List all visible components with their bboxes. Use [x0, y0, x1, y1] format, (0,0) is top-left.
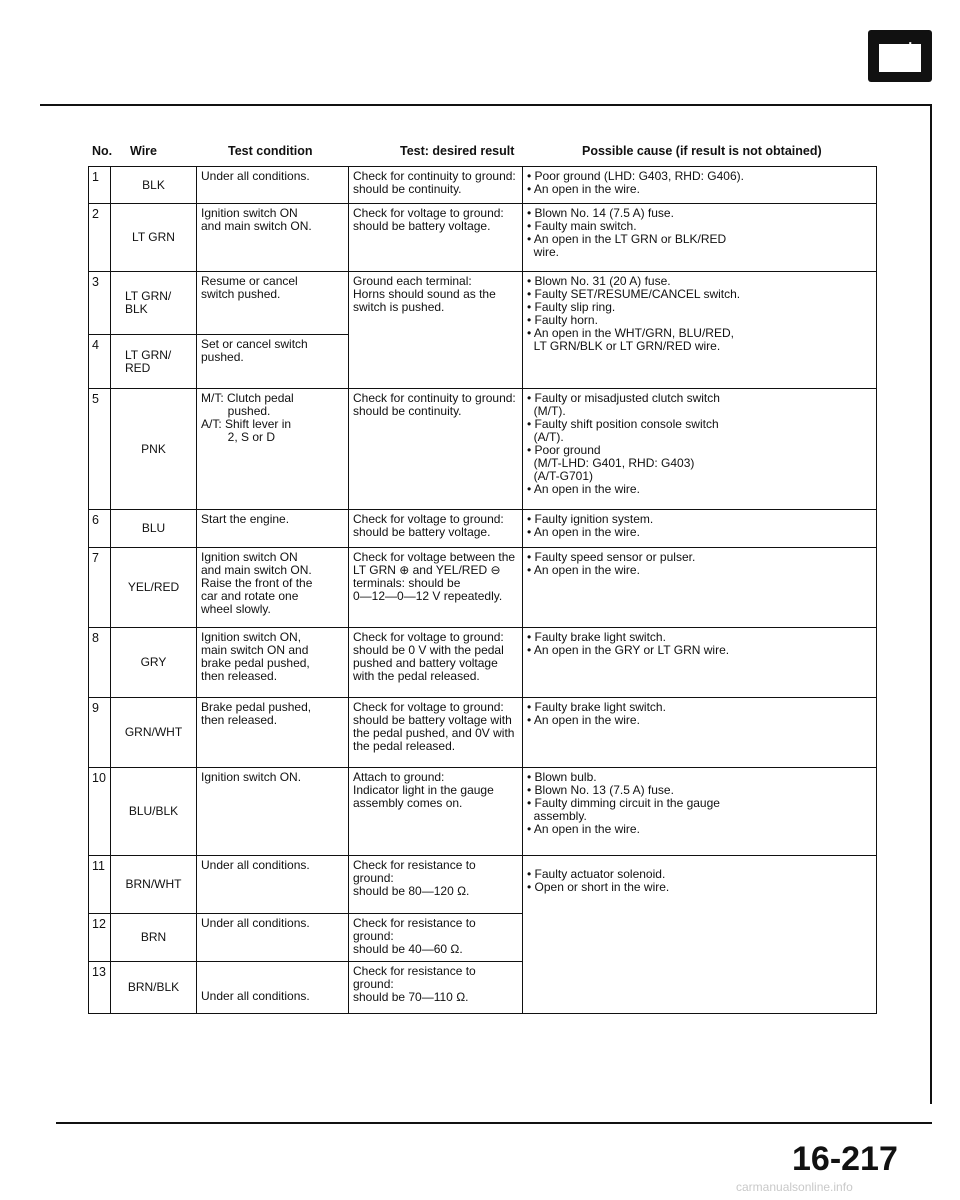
rows.12.result-line: ground: [353, 977, 394, 991]
wire-color: BLU [111, 510, 197, 548]
rows.4.cause-line: • Faulty shift position console switch [527, 417, 719, 431]
rows.5.result-line: Check for voltage to ground: [353, 512, 504, 526]
rows.1.condition-line: and main switch ON. [201, 219, 312, 233]
rows.9.result-line: Indicator light in the gauge [353, 783, 494, 797]
rows.7.result-line: should be 0 V with the pedal [353, 643, 504, 657]
header-no: No. [92, 144, 113, 158]
possible-cause [523, 628, 877, 698]
desired-result [349, 167, 523, 204]
test-condition [197, 962, 349, 1014]
rows.4.cause-line: • An open in the wire. [527, 482, 640, 496]
right-rule [930, 104, 932, 1104]
rows.10.cause-line: • Open or short in the wire. [527, 880, 670, 894]
rows.0.condition-line: Under all conditions. [201, 169, 310, 183]
rows.7.condition-line: Ignition switch ON, [201, 630, 302, 644]
desired-result [349, 962, 523, 1014]
header-test-condition: Test condition [228, 144, 313, 158]
minus-sign: − [881, 37, 892, 57]
top-rule [40, 104, 932, 106]
rows.1.result-line: should be battery voltage. [353, 219, 491, 233]
desired-result [349, 628, 523, 698]
row-number: 6 [89, 510, 111, 548]
rows.7.result-line: with the pedal released. [353, 669, 480, 683]
possible-cause [523, 272, 877, 389]
rows.5.result-line: should be battery voltage. [353, 525, 491, 539]
rows.9.cause-line: • An open in the wire. [527, 822, 640, 836]
possible-cause [523, 204, 877, 272]
test-condition [197, 698, 349, 768]
rows.1.cause-line: • An open in the LT GRN or BLK/RED [527, 232, 727, 246]
desired-result [349, 204, 523, 272]
rows.6.condition-line: wheel slowly. [201, 602, 271, 616]
possible-cause [523, 167, 877, 204]
rows.10.condition-line: Under all conditions. [201, 858, 310, 872]
rows.11.condition-line: Under all conditions. [201, 916, 310, 930]
rows.2.result-line: switch is pushed. [353, 300, 445, 314]
possible-cause [523, 548, 877, 628]
row-number: 7 [89, 548, 111, 628]
wire-color: GRY [111, 628, 197, 698]
rows.9.cause-line: • Faulty dimming circuit in the gauge [527, 796, 720, 810]
wire-color: PNK [111, 389, 197, 510]
row-number: 11 [89, 856, 111, 914]
rows.8.result-line: the pedal released. [353, 739, 456, 753]
rows.11.result-line: Check for resistance to [353, 916, 476, 930]
rows.7.condition-line: main switch ON and [201, 643, 309, 657]
rows.12.condition-line: Under all conditions. [201, 988, 310, 1003]
table-row [89, 389, 877, 510]
rows.6.result-line: terminals: should be [353, 576, 461, 590]
test-condition [197, 335, 349, 389]
rows.6.result-line: LT GRN ⊕ and YEL/RED ⊖ [353, 563, 501, 577]
rows.1.cause-line: • Blown No. 14 (7.5 A) fuse. [527, 206, 674, 220]
row-number: 12 [89, 914, 111, 962]
desired-result [349, 914, 523, 962]
rows.2.condition-line: Resume or cancel [201, 274, 298, 288]
rows.4.condition-line: 2, S or D [201, 430, 276, 444]
rows.7.cause-line: • An open in the GRY or LT GRN wire. [527, 643, 730, 657]
rows.6.cause-line: • Faulty speed sensor or pulser. [527, 550, 696, 564]
header-possible-cause: Possible cause (if result is not obtained) [582, 144, 822, 158]
possible-cause [523, 389, 877, 510]
rows.4.cause-line: (M/T). [527, 404, 566, 418]
rows.10.result-line: ground: [353, 871, 394, 885]
test-condition [197, 914, 349, 962]
rows.9.result-line: Attach to ground: [353, 770, 445, 784]
rows.10.result-line: Check for resistance to [353, 858, 476, 872]
rows.8.result-line: should be battery voltage with [353, 713, 512, 727]
table-row [89, 167, 877, 204]
wire-color: YEL/RED [111, 548, 197, 628]
rows.4.cause-line: (M/T-LHD: G401, RHD: G403) [527, 456, 695, 470]
rows.9.cause-line: • Blown bulb. [527, 770, 597, 784]
rows.8.result-line: the pedal pushed, and 0V with [353, 726, 515, 740]
rows.1.condition-line: Ignition switch ON [201, 206, 298, 220]
rows.7.condition-line: brake pedal pushed, [201, 656, 310, 670]
table-row [89, 768, 877, 856]
wire-color: GRN/WHT [111, 698, 197, 768]
rows.2.cause-line: • Faulty horn. [527, 313, 598, 327]
wire-color: BRN [111, 914, 197, 962]
table-row [89, 698, 877, 768]
rows.0.cause-line: • Poor ground (LHD: G403, RHD: G406). [527, 169, 744, 183]
rows.8.cause-line: • Faulty brake light switch. [527, 700, 666, 714]
rows.12.result-line: Check for resistance to [353, 964, 476, 978]
rows.2.result-line: Ground each terminal: [353, 274, 472, 288]
rows.6.condition-line: Raise the front of the [201, 576, 313, 590]
header-wire: Wire [130, 144, 157, 158]
rows.7.result-line: pushed and battery voltage [353, 656, 498, 670]
row-number: 10 [89, 768, 111, 856]
wire-color: BLK [111, 167, 197, 204]
test-condition [197, 856, 349, 914]
rows.4.cause-line: • Poor ground [527, 443, 601, 457]
rows.9.cause-line: assembly. [527, 809, 587, 823]
rows.7.cause-line: • Faulty brake light switch. [527, 630, 666, 644]
rows.4.condition-line: pushed. [201, 404, 271, 418]
test-condition [197, 768, 349, 856]
row-number: 5 [89, 389, 111, 510]
wire-color: BRN/BLK [111, 962, 197, 1014]
rows.2.result-line: Horns should sound as the [353, 287, 496, 301]
rows.6.condition-line: car and rotate one [201, 589, 299, 603]
rows.10.cause-line: • Faulty actuator solenoid. [527, 867, 666, 881]
page-number: 16-217 [792, 1140, 898, 1178]
table-row [89, 204, 877, 272]
rows.4.result-line: Check for continuity to ground: [353, 391, 516, 405]
wire-color: LT GRN [111, 204, 197, 272]
table-body [89, 167, 877, 1014]
row-number: 1 [89, 167, 111, 204]
rows.2.cause-line: • Faulty slip ring. [527, 300, 616, 314]
wire-test-table [88, 166, 877, 1014]
rows.0.result-line: should be continuity. [353, 182, 462, 196]
bottom-rule [56, 1122, 932, 1124]
wire-color: LT GRN/ RED [111, 335, 197, 389]
rows.5.cause-line: • Faulty ignition system. [527, 512, 654, 526]
rows.6.result-line: Check for voltage between the [353, 550, 516, 564]
row-number: 9 [89, 698, 111, 768]
rows.7.result-line: Check for voltage to ground: [353, 630, 504, 644]
test-condition [197, 167, 349, 204]
table-row [89, 628, 877, 698]
desired-result [349, 698, 523, 768]
table-row [89, 856, 877, 914]
rows.2.cause-line: LT GRN/BLK or LT GRN/RED wire. [527, 339, 721, 353]
rows.1.cause-line: wire. [527, 245, 560, 259]
rows.2.cause-line: • Faulty SET/RESUME/CANCEL switch. [527, 287, 741, 301]
rows.8.result-line: Check for voltage to ground: [353, 700, 504, 714]
rows.3.condition-line: Set or cancel switch [201, 337, 308, 351]
desired-result [349, 856, 523, 914]
table-row [89, 510, 877, 548]
wire-color: BRN/WHT [111, 856, 197, 914]
table-row [89, 548, 877, 628]
rows.1.result-line: Check for voltage to ground: [353, 206, 504, 220]
rows.5.condition-line: Start the engine. [201, 512, 290, 526]
rows.2.condition-line: switch pushed. [201, 287, 281, 301]
rows.4.result-line: should be continuity. [353, 404, 462, 418]
rows.7.condition-line: then released. [201, 669, 278, 683]
possible-cause [523, 768, 877, 856]
rows.1.cause-line: • Faulty main switch. [527, 219, 637, 233]
battery-icon [868, 30, 932, 82]
rows.9.cause-line: • Blown No. 13 (7.5 A) fuse. [527, 783, 674, 797]
rows.6.condition-line: and main switch ON. [201, 563, 312, 577]
test-condition [197, 548, 349, 628]
footer-url: carmanualsonline.info [736, 1180, 853, 1194]
test-condition [197, 510, 349, 548]
desired-result [349, 389, 523, 510]
rows.9.result-line: assembly comes on. [353, 796, 463, 810]
desired-result [349, 768, 523, 856]
desired-result [349, 510, 523, 548]
rows.8.condition-line: Brake pedal pushed, [201, 700, 312, 714]
rows.8.condition-line: then released. [201, 713, 278, 727]
rows.6.result-line: 0—12—0—12 V repeatedly. [353, 589, 503, 603]
rows.12.result-line: should be 70—110 Ω. [353, 990, 469, 1004]
wire-color: LT GRN/ BLK [111, 272, 197, 335]
possible-cause [523, 698, 877, 768]
rows.8.cause-line: • An open in the wire. [527, 713, 640, 727]
wire-color: BLU/BLK [111, 768, 197, 856]
rows.0.result-line: Check for continuity to ground: [353, 169, 516, 183]
plus-sign: + [905, 37, 916, 57]
test-condition [197, 389, 349, 510]
rows.6.cause-line: • An open in the wire. [527, 563, 640, 577]
test-condition [197, 204, 349, 272]
rows.4.condition-line: A/T: Shift lever in [201, 417, 292, 431]
rows.4.cause-line: (A/T). [527, 430, 564, 444]
rows.10.result-line: should be 80—120 Ω. [353, 884, 470, 898]
rows.0.cause-line: • An open in the wire. [527, 182, 640, 196]
row-number: 3 [89, 272, 111, 335]
rows.6.condition-line: Ignition switch ON [201, 550, 298, 564]
test-condition [197, 628, 349, 698]
rows.2.cause-line: • An open in the WHT/GRN, BLU/RED, [527, 326, 734, 340]
row-number: 4 [89, 335, 111, 389]
rows.5.cause-line: • An open in the wire. [527, 525, 640, 539]
desired-result [349, 548, 523, 628]
possible-cause [523, 856, 877, 1014]
rows.4.cause-line: (A/T-G701) [527, 469, 594, 483]
possible-cause [523, 510, 877, 548]
rows.9.condition-line: Ignition switch ON. [201, 770, 302, 784]
desired-result [349, 272, 523, 389]
row-number: 13 [89, 962, 111, 1014]
row-number: 2 [89, 204, 111, 272]
rows.3.condition-line: pushed. [201, 350, 244, 364]
row-number: 8 [89, 628, 111, 698]
rows.2.cause-line: • Blown No. 31 (20 A) fuse. [527, 274, 671, 288]
rows.11.result-line: should be 40—60 Ω. [353, 942, 463, 956]
header-desired-result: Test: desired result [400, 144, 515, 158]
table-row [89, 272, 877, 335]
rows.11.result-line: ground: [353, 929, 394, 943]
rows.4.condition-line: M/T: Clutch pedal [201, 391, 294, 405]
rows.4.cause-line: • Faulty or misadjusted clutch switch [527, 391, 720, 405]
test-condition [197, 272, 349, 335]
